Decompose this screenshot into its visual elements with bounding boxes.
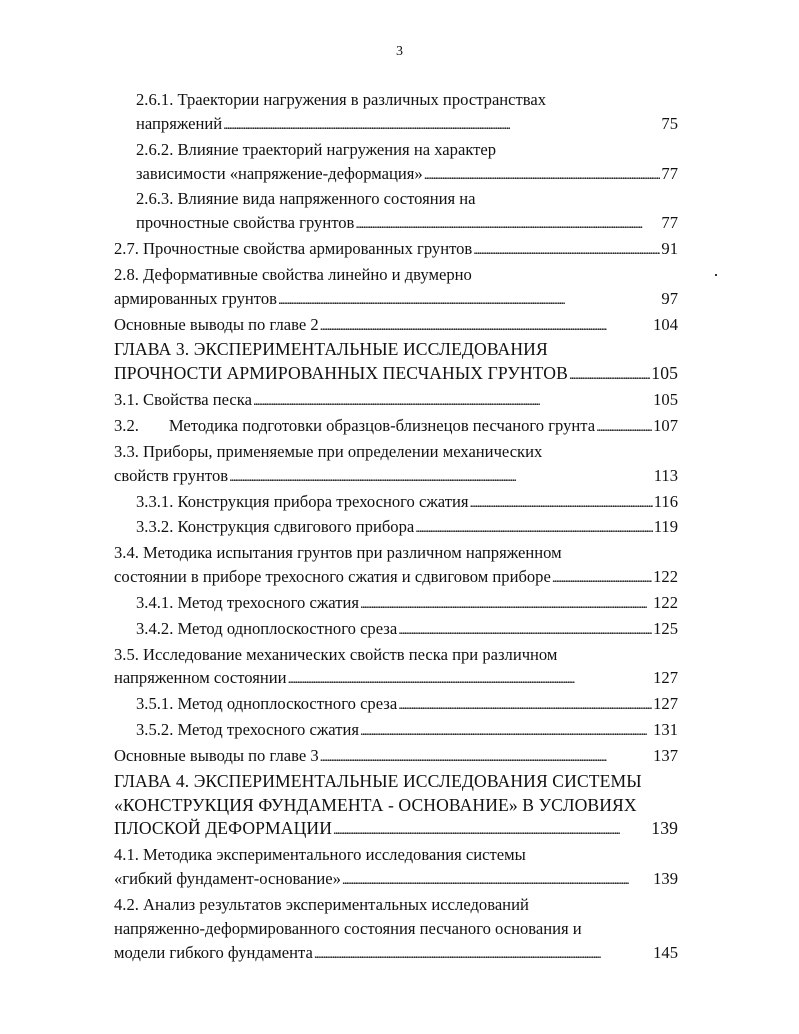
toc-chapter-title: ГЛАВА 3. ЭКСПЕРИМЕНТАЛЬНЫЕ ИССЛЕДОВАНИЯ bbox=[114, 339, 548, 360]
toc-entry-title: 3.3. Приборы, применяемые при определении механических bbox=[114, 441, 543, 461]
toc-page-number: 125 bbox=[653, 618, 678, 638]
toc-entry-conclusions-ch2[interactable] bbox=[114, 313, 678, 339]
toc-entry-title: Основные выводы по главе 3 bbox=[114, 745, 319, 765]
toc-entry-3-5[interactable] bbox=[114, 643, 678, 693]
dot-leader bbox=[569, 362, 650, 388]
toc-page-number: 139 bbox=[653, 869, 678, 889]
toc-page-number: 104 bbox=[653, 314, 678, 334]
toc-entry-3-1[interactable] bbox=[114, 388, 678, 414]
toc-page-number: 116 bbox=[653, 491, 678, 511]
toc-chapter-title: ПЛОСКОЙ ДЕФОРМАЦИИ bbox=[114, 818, 333, 839]
dot-leader bbox=[424, 162, 661, 188]
page-number: 3 bbox=[396, 44, 403, 59]
dot-leader bbox=[320, 744, 652, 770]
toc-entry-title: 3.3.2. Конструкция сдвигового прибора bbox=[136, 517, 415, 537]
dot-leader bbox=[398, 692, 652, 718]
dot-leader bbox=[253, 388, 652, 414]
toc-page-number: 119 bbox=[653, 517, 678, 537]
toc-page-number: 105 bbox=[653, 390, 678, 410]
toc-entry-4-1[interactable] bbox=[114, 843, 678, 893]
toc-entry-2-6-3[interactable] bbox=[114, 187, 678, 237]
toc-entry-title: 4.2. Анализ результатов экспериментальных исследований bbox=[114, 895, 529, 914]
toc-entry-2-8[interactable] bbox=[114, 263, 678, 313]
toc-entry-title: 2.6.3. Влияние вида напряженного состояния на bbox=[136, 189, 476, 209]
toc-entry-title: 2.8. Деформативные свойства линейно и двумерно bbox=[114, 264, 472, 284]
dot-leader bbox=[355, 211, 660, 237]
toc-page-number: 127 bbox=[653, 694, 678, 714]
toc-entry-title: 3.4.2. Метод одноплоскостного среза bbox=[136, 618, 398, 638]
toc-page-number: 137 bbox=[653, 745, 678, 765]
toc-entry-title: «гибкий фундамент-основание» bbox=[114, 869, 341, 889]
toc-entry-number: 3.2. bbox=[114, 415, 139, 435]
toc-entry-title: 2.6.2. Влияние траекторий нагружения на характер bbox=[136, 139, 497, 159]
dot-leader bbox=[229, 464, 653, 490]
toc-chapter-3[interactable] bbox=[114, 338, 678, 388]
toc-entry-title: 3.4.1. Метод трехосного сжатия bbox=[136, 592, 360, 612]
dot-leader bbox=[360, 591, 652, 617]
toc-entry-3-4[interactable] bbox=[114, 541, 678, 591]
toc-entry-title: прочностные свойства грунтов bbox=[136, 213, 355, 233]
dot-leader bbox=[278, 287, 660, 313]
dot-leader bbox=[360, 718, 652, 744]
toc-entry-2-6-1[interactable] bbox=[114, 88, 678, 138]
dot-leader bbox=[223, 112, 660, 138]
toc-entry-3-4-2[interactable] bbox=[114, 617, 678, 643]
toc-page-number: 77 bbox=[661, 163, 678, 183]
toc-page-number: 113 bbox=[653, 465, 678, 485]
toc-chapter-title: ГЛАВА 4. ЭКСПЕРИМЕНТАЛЬНЫЕ ИССЛЕДОВАНИЯ СИСТЕМЫ bbox=[114, 770, 642, 791]
toc-entry-3-3-1[interactable] bbox=[114, 490, 678, 516]
toc-entry-title: 2.7. Прочностные свойства армированных грунтов bbox=[114, 239, 473, 259]
toc-entry-conclusions-ch3[interactable] bbox=[114, 744, 678, 770]
toc-entry-3-3[interactable] bbox=[114, 440, 678, 490]
toc-page-number: 77 bbox=[661, 213, 678, 233]
toc-page-number: 145 bbox=[653, 942, 678, 962]
toc-entry-title: Методика подготовки образцов-близнецов песчаного грунта bbox=[168, 415, 596, 435]
toc-entry-2-7[interactable] bbox=[114, 237, 678, 263]
toc-page-number: 139 bbox=[651, 818, 678, 839]
toc-entry-title: 3.5.1. Метод одноплоскостного среза bbox=[136, 694, 398, 714]
toc-chapter-4[interactable] bbox=[114, 770, 678, 844]
toc-page-number: 127 bbox=[653, 668, 678, 688]
toc-entry-title: напряженном состоянии bbox=[114, 668, 287, 688]
toc-entry-3-5-1[interactable] bbox=[114, 692, 678, 718]
toc-entry-title: 3.3.1. Конструкция прибора трехосного сжатия bbox=[136, 491, 469, 511]
toc-entry-3-5-2[interactable] bbox=[114, 718, 678, 744]
toc-entry-title: 3.1. Свойства песка bbox=[114, 390, 252, 410]
toc-entry-title: 3.5. Исследование механических свойств песка при различном bbox=[114, 644, 558, 664]
toc-page-number: 122 bbox=[653, 592, 678, 612]
toc-entry-title: 3.4. Методика испытания грунтов при различном напряженном bbox=[114, 543, 562, 563]
toc-entry-3-4-1[interactable] bbox=[114, 591, 678, 617]
toc-entry-title: напряжений bbox=[136, 113, 223, 133]
toc-entry-4-2[interactable] bbox=[114, 893, 678, 967]
toc-entry-3-3-2[interactable] bbox=[114, 515, 678, 541]
toc-page-number: 131 bbox=[653, 720, 678, 740]
toc-chapter-title: «КОНСТРУКЦИЯ ФУНДАМЕНТА - ОСНОВАНИЕ» В УСЛОВИЯХ bbox=[114, 794, 637, 815]
scan-speck bbox=[715, 274, 717, 276]
toc-page-number: 97 bbox=[661, 288, 678, 308]
toc-page-number: 91 bbox=[661, 239, 678, 259]
toc-entry-title: зависимости «напряжение-деформация» bbox=[136, 163, 423, 183]
dot-leader bbox=[415, 515, 652, 541]
dot-leader bbox=[470, 490, 653, 516]
dot-leader bbox=[320, 313, 652, 339]
dot-leader bbox=[596, 414, 652, 440]
toc-page-number: 105 bbox=[651, 363, 678, 384]
dot-leader bbox=[342, 867, 652, 893]
toc-entry-3-2[interactable] bbox=[114, 414, 678, 440]
dot-leader bbox=[288, 666, 653, 692]
toc-chapter-title: ПРОЧНОСТИ АРМИРОВАННЫХ ПЕСЧАНЫХ ГРУНТОВ bbox=[114, 363, 568, 384]
toc-entry-title: свойств грунтов bbox=[114, 465, 229, 485]
toc-entry-title: армированных грунтов bbox=[114, 288, 277, 308]
dot-leader bbox=[398, 617, 652, 643]
toc-entry-title: Основные выводы по главе 2 bbox=[114, 314, 319, 334]
dot-leader bbox=[333, 817, 650, 843]
toc-entry-2-6-2[interactable] bbox=[114, 138, 678, 188]
toc-entry-title: 2.6.1. Траектории нагружения в различных пространствах bbox=[136, 90, 547, 109]
toc-entry-title: модели гибкого фундамента bbox=[114, 942, 313, 962]
table-of-contents bbox=[114, 88, 678, 967]
dot-leader bbox=[314, 941, 652, 967]
toc-page-number: 107 bbox=[653, 415, 678, 435]
toc-entry-title: 3.5.2. Метод трехосного сжатия bbox=[136, 720, 360, 740]
dot-leader bbox=[552, 565, 652, 591]
toc-entry-title: напряженно-деформированного состояния песчаного основания и bbox=[114, 918, 582, 938]
toc-entry-title: 4.1. Методика экспериментального исследования системы bbox=[114, 845, 526, 865]
dot-leader bbox=[473, 237, 660, 263]
toc-entry-title: состоянии в приборе трехосного сжатия и сдвиговом приборе bbox=[114, 567, 551, 587]
toc-page-number: 75 bbox=[661, 113, 678, 133]
toc-page-number: 122 bbox=[653, 567, 678, 587]
